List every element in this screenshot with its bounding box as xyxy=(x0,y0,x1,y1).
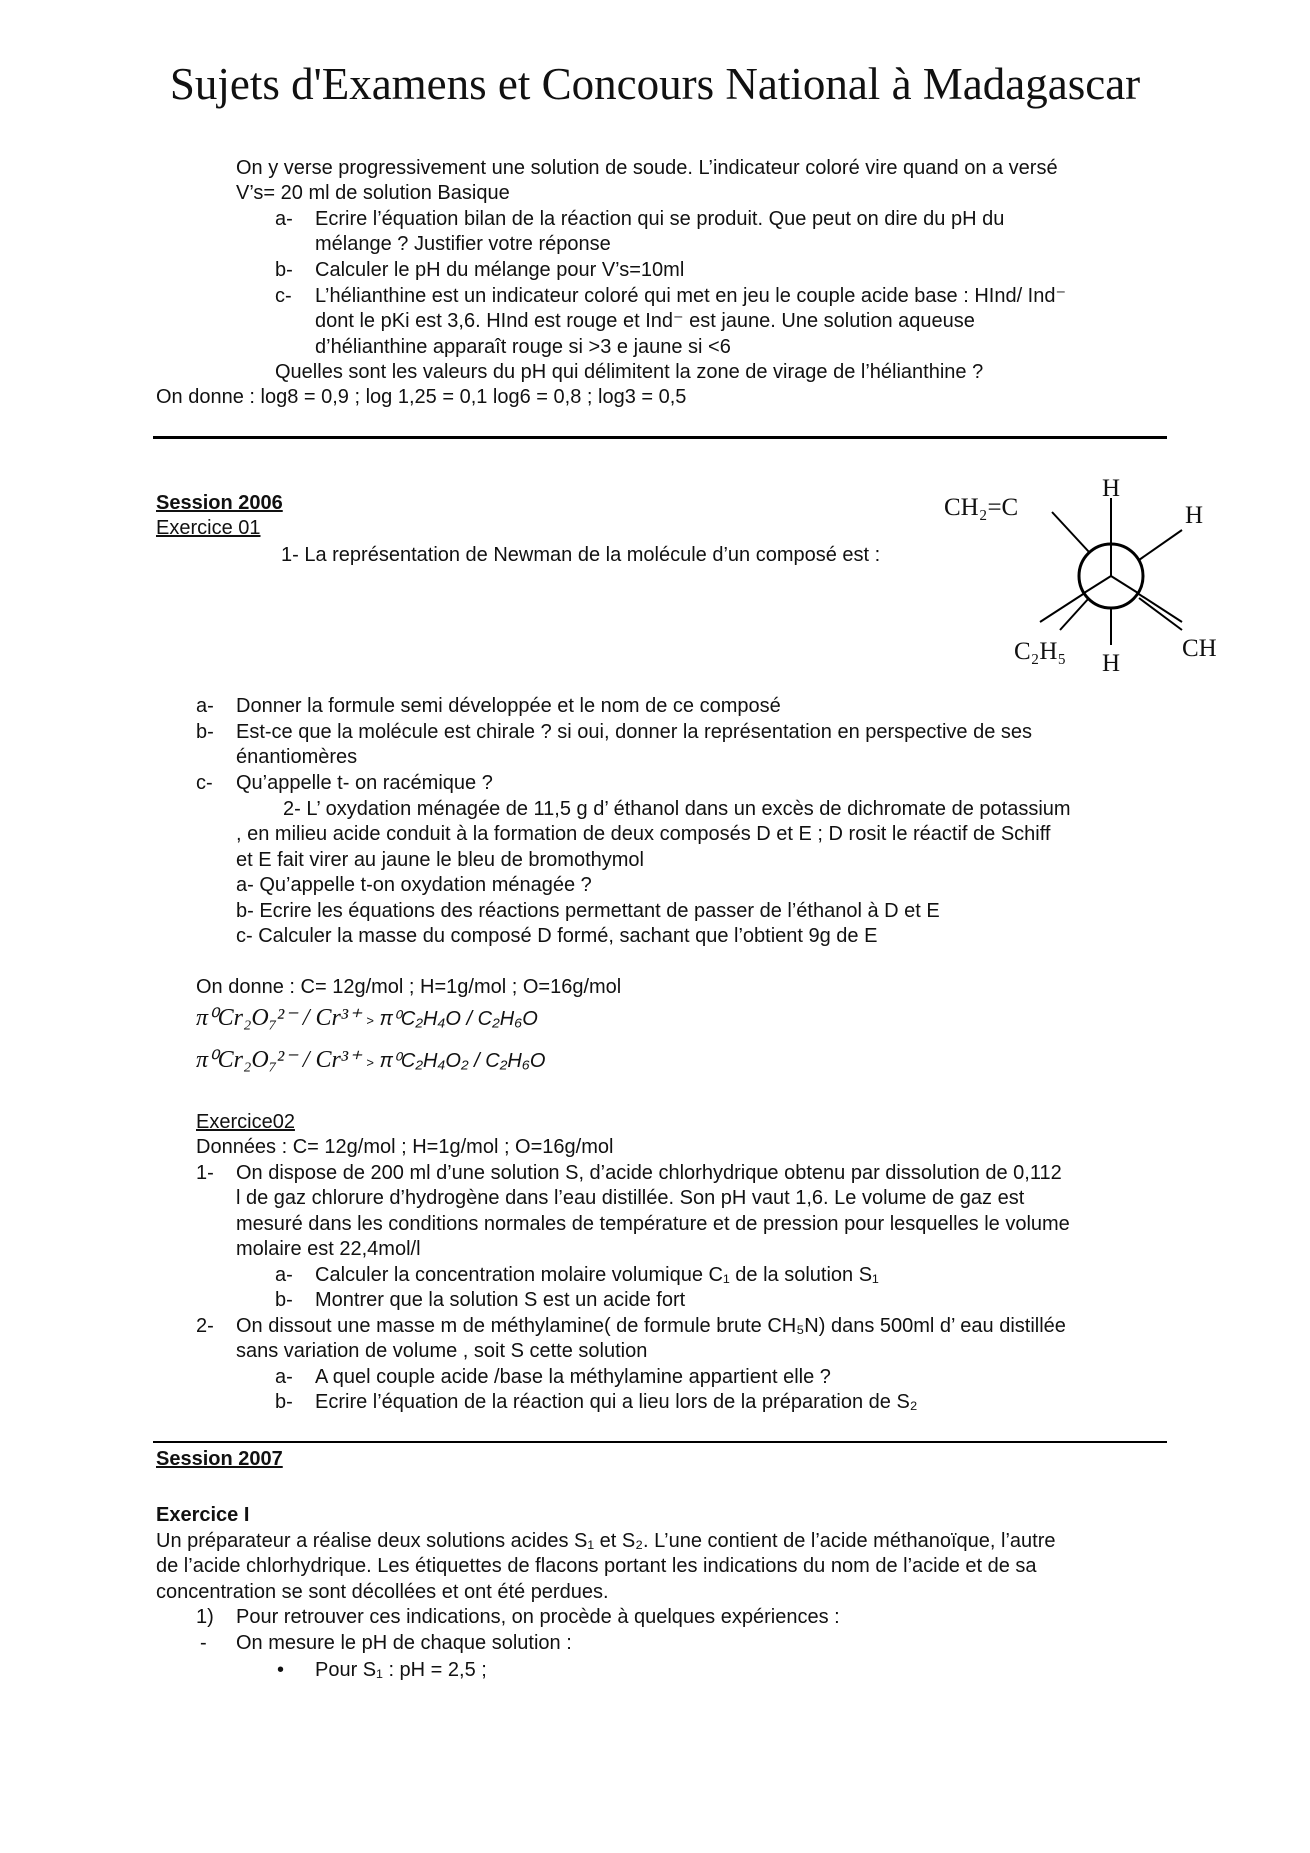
e2-q1-label: 1- xyxy=(196,1162,214,1184)
q1-a-text: Donner la formule semi développée et le nom de ce composé xyxy=(236,695,781,717)
formula-1-rhs: π⁰C₂H₄O / C₂H₆O xyxy=(379,1008,538,1030)
formula-2-rhs: π⁰C₂H₄O₂ / C₂H₆O xyxy=(379,1050,546,1072)
redox-formula-1 xyxy=(196,1001,538,1038)
formula-1-gt: > xyxy=(366,1013,374,1028)
q1-a-label: a- xyxy=(196,695,214,717)
newman-label-h-right: H xyxy=(1185,502,1204,529)
question-newman: 1- La représentation de Newman de la molécule d’un composé est : xyxy=(281,544,881,566)
question-ph: Quelles sont les valeurs du pH qui délimitent la zone de virage de l’hélianthine ? xyxy=(275,361,984,383)
q2-line-3: et E fait virer au jaune le bleu de bromothymol xyxy=(236,849,644,871)
newman-label-c2h5: C₂H₅ xyxy=(1014,638,1067,665)
exercise-i-dash: - xyxy=(200,1632,207,1654)
session-2007-title: Session 2007 xyxy=(156,1448,283,1470)
section-divider xyxy=(153,436,1167,439)
exercise-i-q1-text: Pour retrouver ces indications, on procède à quelques expériences : xyxy=(236,1606,840,1628)
bullet-icon: • xyxy=(277,1659,285,1681)
formula-1-lhs: π⁰Cr₂O₇²⁻ / Cr³⁺ xyxy=(196,1005,361,1031)
newman-label-ch: CH xyxy=(1182,635,1217,662)
q2-line-2: , en milieu acide conduit à la formation de deux composés D et E ; D rosit le réactif de Schiff xyxy=(236,823,1051,845)
item-c-label: c- xyxy=(275,285,292,307)
exercise-i-dash-text: On mesure le pH de chaque solution : xyxy=(236,1632,572,1654)
redox-formula-2 xyxy=(196,1043,545,1080)
exercise-i-para-3: concentration se sont décollées et ont été perdues. xyxy=(156,1581,609,1603)
item-c-text-3: d’hélianthine apparaît rouge si >3 e jaune si <6 xyxy=(315,336,731,358)
given-masses: On donne : C= 12g/mol ; H=1g/mol ; O=16g/mol xyxy=(196,976,622,998)
e2-q2-line-2: sans variation de volume , soit S cette solution xyxy=(236,1340,648,1362)
e2-q2-b-text: Ecrire l’équation de la réaction qui a lieu lors de la préparation de S₂ xyxy=(315,1391,918,1413)
exercise-i-para-1: Un préparateur a réalise deux solutions acides S₁ et S₂. L’une contient de l’acide méthanoïque, l’autre xyxy=(156,1530,1056,1552)
q1-b-text-1: Est-ce que la molécule est chirale ? si oui, donner la représentation en perspective de ses xyxy=(236,721,1033,743)
formula-2-lhs: π⁰Cr₂O₇²⁻ / Cr³⁺ xyxy=(196,1047,361,1073)
newman-label-h-bottom: H xyxy=(1102,650,1121,677)
e2-q2-line-1: On dissout une masse m de méthylamine( de formule brute CH₅N) dans 500ml d’ eau distillée xyxy=(236,1315,1066,1337)
e2-q2-b-label: b- xyxy=(275,1391,293,1413)
q1-b-label: b- xyxy=(196,721,214,743)
q2-a: a- Qu’appelle t-on oxydation ménagée ? xyxy=(236,874,592,896)
exercise-i-bullet-text: Pour S₁ : pH = 2,5 ; xyxy=(315,1659,487,1681)
e2-q1-a-label: a- xyxy=(275,1264,293,1286)
item-b-label: b- xyxy=(275,259,293,281)
q2-c: c- Calculer la masse du composé D formé, sachant que l’obtient 9g de E xyxy=(236,925,878,947)
e2-q1-line-2: l de gaz chlorure d’hydrogène dans l’eau distillée. Son pH vaut 1,6. Le volume de gaz est xyxy=(236,1187,1025,1209)
exercise-02-data: Données : C= 12g/mol ; H=1g/mol ; O=16g/mol xyxy=(196,1136,614,1158)
item-a-text-2: mélange ? Justifier votre réponse xyxy=(315,233,611,255)
given-logs: On donne : log8 = 0,9 ; log 1,25 = 0,1 log6 = 0,8 ; log3 = 0,5 xyxy=(156,386,687,408)
intro-line-1: On y verse progressivement une solution de soude. L’indicateur coloré vire quand on a versé xyxy=(236,157,1058,179)
item-c-text-2: dont le pKi est 3,6. HInd est rouge et Ind⁻ est jaune. Une solution aqueuse xyxy=(315,310,975,332)
newman-projection xyxy=(944,470,1220,680)
session-2007-divider xyxy=(153,1441,1167,1443)
q2-b: b- Ecrire les équations des réactions permettant de passer de l’éthanol à D et E xyxy=(236,900,940,922)
e2-q2-label: 2- xyxy=(196,1315,214,1337)
e2-q1-line-4: molaire est 22,4mol/l xyxy=(236,1238,421,1260)
e2-q1-b-label: b- xyxy=(275,1289,293,1311)
formula-2-gt: > xyxy=(366,1055,374,1070)
newman-label-ch2c: CH₂=C xyxy=(944,494,1019,521)
bond-back-lower-right xyxy=(1139,598,1182,630)
bond-back-right xyxy=(1139,530,1182,560)
exercise-i-q1-label: 1) xyxy=(196,1606,214,1628)
e2-q1-a-text: Calculer la concentration molaire volumique C₁ de la solution S₁ xyxy=(315,1264,879,1286)
exercise-01-title: Exercice 01 xyxy=(156,517,261,539)
session-2006-title: Session 2006 xyxy=(156,492,283,514)
exercise-i-title: Exercice I xyxy=(156,1504,250,1526)
item-a-text-1: Ecrire l’équation bilan de la réaction qui se produit. Que peut on dire du pH du xyxy=(315,208,1005,230)
intro-line-2: V’s= 20 ml de solution Basique xyxy=(236,182,510,204)
newman-label-h-top: H xyxy=(1102,475,1121,502)
e2-q1-b-text: Montrer que la solution S est un acide fort xyxy=(315,1289,686,1311)
q1-c-label: c- xyxy=(196,772,213,794)
e2-q1-line-1: On dispose de 200 ml d’une solution S, d’acide chlorhydrique obtenu par dissolution de 0,112 xyxy=(236,1162,1062,1184)
q2-line-1: 2- L’ oxydation ménagée de 11,5 g d’ éthanol dans un excès de dichromate de potassium xyxy=(283,798,1071,820)
e2-q1-line-3: mesuré dans les conditions normales de température et de pression pour lesquelles le volume xyxy=(236,1213,1070,1235)
q1-c-text: Qu’appelle t- on racémique ? xyxy=(236,772,493,794)
exercise-02-title: Exercice02 xyxy=(196,1111,295,1133)
e2-q2-a-text: A quel couple acide /base la méthylamine appartient elle ? xyxy=(315,1366,831,1388)
q1-b-text-2: énantiomères xyxy=(236,746,358,768)
e2-q2-a-label: a- xyxy=(275,1366,293,1388)
exercise-i-para-2: de l’acide chlorhydrique. Les étiquettes de flacons portant les indications du nom de l’acide et de sa xyxy=(156,1555,1037,1577)
item-b-text: Calculer le pH du mélange pour V’s=10ml xyxy=(315,259,685,281)
bond-back-lower-left xyxy=(1060,598,1089,630)
page-header: Sujets d'Examens et Concours National à Madagascar xyxy=(169,59,1141,109)
item-c-text-1: L’hélianthine est un indicateur coloré qui met en jeu le couple acide base : HInd/ Ind⁻ xyxy=(315,285,1067,307)
bond-back-left xyxy=(1052,512,1089,552)
item-a-label: a- xyxy=(275,208,293,230)
